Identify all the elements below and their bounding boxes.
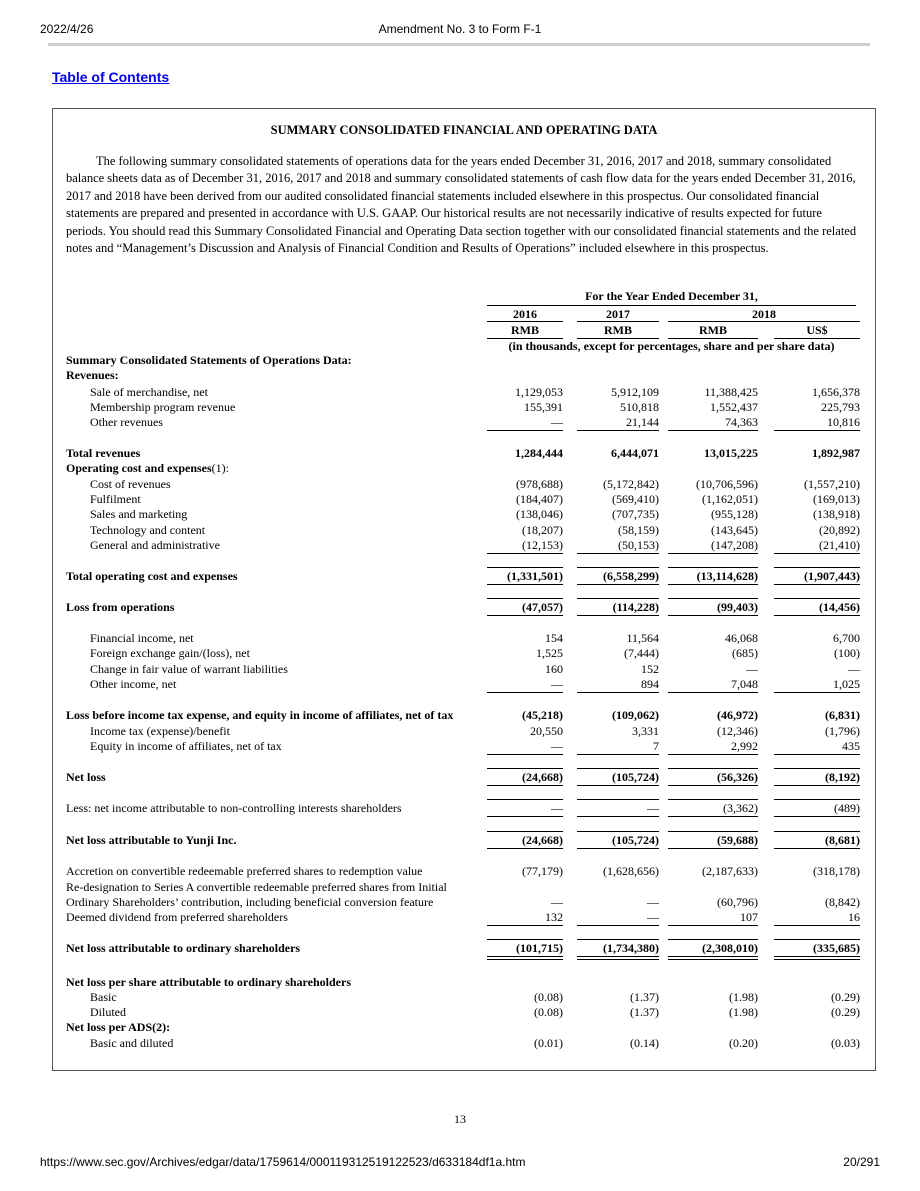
row-value: 894: [641, 677, 659, 691]
subtotal-rule: [774, 785, 860, 786]
year-header-2018: 2018: [752, 307, 776, 321]
subtotal-rule: [577, 430, 659, 431]
row-label: Technology and content: [90, 523, 206, 537]
row-value: (14,456): [819, 600, 860, 614]
subtotal-rule: [668, 754, 758, 755]
row-value: (60,796): [717, 895, 758, 909]
table-row: [0, 492, 920, 507]
row-value: 5,912,109: [611, 385, 659, 399]
subtotal-rule: [487, 799, 563, 800]
subtotal-rule: [577, 831, 659, 832]
row-label: Re-designation to Series A convertible redeemable preferred shares from Initial: [66, 880, 447, 894]
table-row: [0, 677, 920, 692]
subtotal-rule: [577, 799, 659, 800]
row-label: Financial income, net: [90, 631, 194, 645]
subtotal-rule: [774, 939, 860, 940]
row-value: (147,208): [711, 538, 758, 552]
row-value: (0.29): [831, 990, 860, 1004]
row-value: 510,818: [620, 400, 659, 414]
row-value: 1,025: [833, 677, 860, 691]
row-value: (45,218): [522, 708, 563, 722]
table-row: [0, 600, 920, 615]
subtotal-rule: [668, 584, 758, 585]
subtotal-rule: [668, 768, 758, 769]
row-label: Summary Consolidated Statements of Operations Data:: [66, 353, 352, 367]
subtotal-rule: [774, 692, 860, 693]
row-value: (24,668): [522, 770, 563, 784]
table-row: [0, 801, 920, 816]
row-value: —: [647, 910, 659, 924]
row-value: (1,734,380): [603, 941, 659, 955]
subtotal-rule: [577, 754, 659, 755]
row-label: Accretion on convertible redeemable preferred shares to redemption value: [66, 864, 423, 878]
row-value: 7,048: [731, 677, 758, 691]
row-value: (6,558,299): [603, 569, 659, 583]
row-value: (99,403): [717, 600, 758, 614]
subtotal-rule: [487, 848, 563, 849]
row-value: —: [848, 662, 860, 676]
total-double-rule: [774, 956, 860, 960]
table-row: [0, 739, 920, 754]
row-value: 2,992: [731, 739, 758, 753]
row-value: (7,444): [624, 646, 659, 660]
table-row: [0, 910, 920, 925]
row-value: 152: [641, 662, 659, 676]
total-double-rule: [668, 956, 758, 960]
subtotal-rule: [668, 848, 758, 849]
row-value: (5,172,842): [603, 477, 659, 491]
subtotal-rule: [577, 567, 659, 568]
row-value: (318,178): [813, 864, 860, 878]
row-label: Other revenues: [90, 415, 163, 429]
table-row: [0, 895, 920, 910]
row-label: Sales and marketing: [90, 507, 188, 521]
row-value: 225,793: [821, 400, 860, 414]
row-value: (1,796): [825, 724, 860, 738]
table-row: [0, 646, 920, 661]
table-row: [0, 975, 920, 990]
subtotal-rule: [774, 925, 860, 926]
row-value: (2,187,633): [702, 864, 758, 878]
row-value: 11,388,425: [704, 385, 758, 399]
row-label: Net loss: [66, 770, 106, 784]
row-label: Fulfilment: [90, 492, 141, 506]
row-label: Basic: [90, 990, 117, 1004]
subtotal-rule: [487, 785, 563, 786]
row-value: (1,907,443): [804, 569, 860, 583]
row-value: (1.98): [729, 990, 758, 1004]
row-value: 1,552,437: [710, 400, 758, 414]
row-value: (955,128): [711, 507, 758, 521]
print-date: 2022/4/26: [40, 22, 94, 36]
row-value: (143,645): [711, 523, 758, 537]
subtotal-rule: [668, 598, 758, 599]
row-value: 435: [842, 739, 860, 753]
subtotal-rule: [774, 799, 860, 800]
row-value: (12,346): [717, 724, 758, 738]
currency-header: RMB: [511, 323, 539, 337]
row-value: 154: [545, 631, 563, 645]
row-value: (105,724): [612, 833, 659, 847]
units-note: (in thousands, except for percentages, share and per share data): [508, 339, 835, 353]
row-value: (1,557,210): [804, 477, 860, 491]
row-label: Net loss per ADS(2):: [66, 1020, 171, 1034]
source-url: https://www.sec.gov/Archives/edgar/data/1759614/000119312519122523/d633184df1a.htm: [40, 1155, 526, 1169]
total-double-rule: [577, 956, 659, 960]
row-value: (569,410): [612, 492, 659, 506]
subtotal-rule: [487, 768, 563, 769]
row-label: Membership program revenue: [90, 400, 236, 414]
row-value: 1,525: [536, 646, 563, 660]
subtotal-rule: [668, 831, 758, 832]
row-value: (8,842): [825, 895, 860, 909]
row-label: Less: net income attributable to non-controlling interests shareholders: [66, 801, 402, 815]
row-value: (18,207): [522, 523, 563, 537]
row-value: (138,046): [516, 507, 563, 521]
period-header: For the Year Ended December 31,: [585, 289, 758, 303]
subtotal-rule: [487, 567, 563, 568]
row-label: Foreign exchange gain/(loss), net: [90, 646, 250, 660]
subtotal-rule: [487, 754, 563, 755]
row-value: (184,407): [516, 492, 563, 506]
row-value: (56,326): [717, 770, 758, 784]
row-value: (0.03): [831, 1036, 860, 1050]
row-value: (1,162,051): [702, 492, 758, 506]
row-value: (0.14): [630, 1036, 659, 1050]
table-row: [0, 708, 920, 723]
row-value: 1,892,987: [812, 446, 860, 460]
print-title: Amendment No. 3 to Form F-1: [378, 22, 542, 36]
table-row: [0, 523, 920, 538]
row-value: 16: [848, 910, 860, 924]
table-row: [0, 353, 920, 368]
subtotal-rule: [668, 925, 758, 926]
subtotal-rule: [774, 553, 860, 554]
subtotal-rule: [487, 430, 563, 431]
row-value: (0.01): [534, 1036, 563, 1050]
row-label: Net loss per share attributable to ordinary shareholders: [66, 975, 351, 989]
year-rule-2017: [577, 321, 659, 322]
row-value: 132: [545, 910, 563, 924]
subtotal-rule: [774, 615, 860, 616]
subtotal-rule: [487, 692, 563, 693]
subtotal-rule: [487, 925, 563, 926]
row-value: (978,688): [516, 477, 563, 491]
row-value: (59,688): [717, 833, 758, 847]
subtotal-rule: [668, 939, 758, 940]
intro-paragraph: The following summary consolidated statements of operations data for the years ended December 31, 2016, 2017 and 2018, summary consolidated balance sheets data as of December 31, 2016, 2017 and 2018 and summary consolidated statements of cash flow data for the years ended December 31, 2016, 2017 and 2018 have been derived from our audited consolidated financial statements included elsewhere in this prospectus. Our consolidated financial statements are prepared and presented in accordance with U.S. GAAP. Our historical results are not necessarily indicative of results expected for future periods. You should read this Summary Consolidated Financial and Operating Data section together with our consolidated financial statements and the related notes and “Management’s Discussion and Analysis of Financial Condition and Results of Operations” included elsewhere in this prospectus.: [66, 154, 857, 256]
period-rule: [487, 305, 856, 306]
row-value: (101,715): [516, 941, 563, 955]
year-header-2017: 2017: [606, 307, 630, 321]
row-value: —: [551, 677, 563, 691]
table-row: [0, 400, 920, 415]
subtotal-rule: [487, 598, 563, 599]
table-row: [0, 446, 920, 461]
table-row: [0, 770, 920, 785]
row-value: (489): [834, 801, 860, 815]
row-label: Net loss attributable to Yunji Inc.: [66, 833, 237, 847]
year-header-2016: 2016: [513, 307, 537, 321]
row-value: (77,179): [522, 864, 563, 878]
row-value: (0.29): [831, 1005, 860, 1019]
subtotal-rule: [577, 692, 659, 693]
row-label: Cost of revenues: [90, 477, 171, 491]
row-value: (24,668): [522, 833, 563, 847]
row-label: Income tax (expense)/benefit: [90, 724, 230, 738]
row-value: (138,918): [813, 507, 860, 521]
row-value: (20,892): [819, 523, 860, 537]
row-value: 10,816: [827, 415, 860, 429]
row-label: Loss from operations: [66, 600, 175, 614]
row-value: (13,114,628): [696, 569, 758, 583]
row-value: (8,192): [825, 770, 860, 784]
table-row: [0, 538, 920, 553]
print-page-count: 20/291: [843, 1155, 880, 1169]
row-value: —: [551, 801, 563, 815]
subtotal-rule: [487, 939, 563, 940]
subtotal-rule: [577, 584, 659, 585]
subtotal-rule: [487, 816, 563, 817]
subtotal-rule: [774, 567, 860, 568]
row-label: Operating cost and expenses(1):: [66, 461, 229, 475]
table-row: [0, 385, 920, 400]
subtotal-rule: [577, 925, 659, 926]
row-value: 11,564: [626, 631, 659, 645]
row-value: (12,153): [522, 538, 563, 552]
row-value: (0.20): [729, 1036, 758, 1050]
row-label: Deemed dividend from preferred shareholders: [66, 910, 288, 924]
row-value: 7: [653, 739, 659, 753]
row-value: 3,331: [632, 724, 659, 738]
subtotal-rule: [668, 799, 758, 800]
row-label: Sale of merchandise, net: [90, 385, 208, 399]
year-rule-2016: [487, 321, 563, 322]
subtotal-rule: [487, 584, 563, 585]
subtotal-rule: [774, 430, 860, 431]
row-value: (50,153): [618, 538, 659, 552]
row-value: (1.37): [630, 990, 659, 1004]
row-label: Other income, net: [90, 677, 177, 691]
table-row: [0, 662, 920, 677]
row-value: (1,331,501): [507, 569, 563, 583]
subtotal-rule: [577, 615, 659, 616]
subtotal-rule: [668, 692, 758, 693]
row-label: Change in fair value of warrant liabilities: [90, 662, 288, 676]
row-value: 13,015,225: [704, 446, 758, 460]
row-value: (46,972): [717, 708, 758, 722]
table-row: [0, 833, 920, 848]
row-value: 1,656,378: [812, 385, 860, 399]
row-value: 46,068: [725, 631, 758, 645]
row-value: (685): [732, 646, 758, 660]
row-value: (335,685): [813, 941, 860, 955]
row-value: (0.08): [534, 990, 563, 1004]
table-row: [0, 941, 920, 956]
row-value: —: [746, 662, 758, 676]
row-value: 21,144: [626, 415, 659, 429]
table-row: [0, 1005, 920, 1020]
row-value: (105,724): [612, 770, 659, 784]
row-label: Equity in income of affiliates, net of tax: [90, 739, 282, 753]
table-row: [0, 1036, 920, 1051]
row-value: 74,363: [725, 415, 758, 429]
row-label: Revenues:: [66, 368, 119, 382]
row-value: (707,735): [612, 507, 659, 521]
row-label: Total revenues: [66, 446, 141, 460]
total-double-rule: [487, 956, 563, 960]
row-value: —: [551, 895, 563, 909]
row-label: Ordinary Shareholders’ contribution, including beneficial conversion feature: [66, 895, 434, 909]
table-row: [0, 368, 920, 383]
row-value: (3,362): [723, 801, 758, 815]
row-value: (47,057): [522, 600, 563, 614]
table-of-contents-link[interactable]: Table of Contents: [52, 69, 170, 85]
row-value: —: [551, 739, 563, 753]
currency-header: US$: [806, 323, 828, 337]
currency-header: RMB: [604, 323, 632, 337]
row-label: General and administrative: [90, 538, 220, 552]
subtotal-rule: [577, 816, 659, 817]
subtotal-rule: [774, 848, 860, 849]
row-value: —: [647, 801, 659, 815]
subtotal-rule: [487, 615, 563, 616]
subtotal-rule: [577, 939, 659, 940]
page-number: 13: [454, 1112, 466, 1126]
subtotal-rule: [577, 553, 659, 554]
row-value: (10,706,596): [696, 477, 758, 491]
row-value: 107: [740, 910, 758, 924]
row-value: (0.08): [534, 1005, 563, 1019]
row-value: (2,308,010): [702, 941, 758, 955]
row-value: 1,284,444: [515, 446, 563, 460]
subtotal-rule: [668, 567, 758, 568]
row-value: 6,444,071: [611, 446, 659, 460]
currency-header: RMB: [699, 323, 727, 337]
subtotal-rule: [774, 598, 860, 599]
row-value: 1,129,053: [515, 385, 563, 399]
row-value: (109,062): [612, 708, 659, 722]
table-row: [0, 880, 920, 895]
row-label: Net loss attributable to ordinary shareholders: [66, 941, 301, 955]
table-row: [0, 864, 920, 879]
row-label: Diluted: [90, 1005, 126, 1019]
subtotal-rule: [774, 816, 860, 817]
year-rule-2018: [668, 321, 860, 322]
header-rule: [48, 43, 870, 46]
row-value: (21,410): [819, 538, 860, 552]
row-value: (169,013): [813, 492, 860, 506]
table-row: [0, 477, 920, 492]
row-value: 160: [545, 662, 563, 676]
subtotal-rule: [668, 785, 758, 786]
row-value: —: [647, 895, 659, 909]
row-value: (8,681): [825, 833, 860, 847]
row-value: 6,700: [833, 631, 860, 645]
row-value: —: [551, 415, 563, 429]
row-value: (6,831): [825, 708, 860, 722]
row-value: (1.98): [729, 1005, 758, 1019]
row-value: (1.37): [630, 1005, 659, 1019]
subtotal-rule: [668, 615, 758, 616]
table-row: [0, 507, 920, 522]
subtotal-rule: [577, 598, 659, 599]
subtotal-rule: [774, 754, 860, 755]
subtotal-rule: [668, 553, 758, 554]
subtotal-rule: [774, 768, 860, 769]
subtotal-rule: [577, 785, 659, 786]
row-label: Basic and diluted: [90, 1036, 174, 1050]
row-value: (58,159): [618, 523, 659, 537]
subtotal-rule: [774, 831, 860, 832]
subtotal-rule: [668, 816, 758, 817]
subtotal-rule: [487, 553, 563, 554]
subtotal-rule: [577, 768, 659, 769]
table-row: [0, 569, 920, 584]
table-row: [0, 461, 920, 476]
row-label: Total operating cost and expenses: [66, 569, 238, 583]
row-value: (114,228): [612, 600, 659, 614]
subtotal-rule: [774, 584, 860, 585]
row-label: Loss before income tax expense, and equity in income of affiliates, net of tax: [66, 708, 454, 722]
subtotal-rule: [487, 831, 563, 832]
table-row: [0, 631, 920, 646]
section-title: SUMMARY CONSOLIDATED FINANCIAL AND OPERATING DATA: [270, 123, 658, 137]
table-row: [0, 1020, 920, 1035]
table-row: [0, 990, 920, 1005]
subtotal-rule: [668, 430, 758, 431]
row-value: (100): [834, 646, 860, 660]
row-value: 155,391: [524, 400, 563, 414]
row-value: 20,550: [530, 724, 563, 738]
table-row: [0, 724, 920, 739]
row-value: (1,628,656): [603, 864, 659, 878]
subtotal-rule: [577, 848, 659, 849]
table-row: [0, 415, 920, 430]
